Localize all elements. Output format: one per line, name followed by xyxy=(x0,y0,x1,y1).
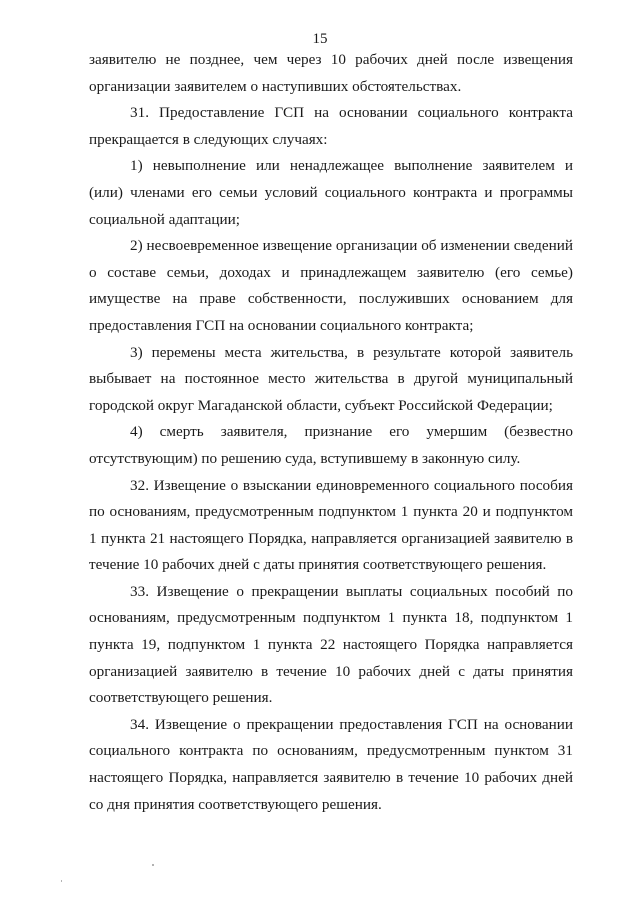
paragraph-31-item-2: 2) несвоевременное извещение организации об изменении сведений о составе семьи, доходах и принадлежащем заявителю (его семье) имуществе на праве собственности, послуживших основанием для предоставления ГСП на основании социального контракта; xyxy=(89,237,573,334)
page-number: 15 xyxy=(312,31,328,47)
paragraph-34: 34. Извещение о прекращении предоставления ГСП на основании социального контракта по основаниям, предусмотренным пунктом 31 настоящего Порядка, направляется заявителю в течение 10 рабочих дней со дня принятия соответствующего решения. xyxy=(89,715,573,813)
paragraph-33: 33. Извещение о прекращении выплаты социальных пособий по основаниям, предусмотренным подпунктом 1 пункта 18, подпунктом 1 пункта 19, подпунктом 1 пункта 22 настоящего Порядка направляется организацией заявителю в течение 10 рабочих дней с даты принятия соответствующего решения. xyxy=(89,582,573,707)
paragraph-31: 31. Предоставление ГСП на основании социального контракта прекращается в следующих случаях: xyxy=(89,104,573,148)
scan-speck xyxy=(152,864,154,866)
document-body xyxy=(89,47,573,818)
paragraph-continuation: заявителю не позднее, чем через 10 рабочих дней после извещения организации заявителем о наступивших обстоятельствах. xyxy=(89,51,573,95)
paragraph-31-item-4: 4) смерть заявителя, признание его умершим (безвестно отсутствующим) по решению суда, вступившему в законную силу. xyxy=(89,423,573,467)
paragraph-31-item-3: 3) перемены места жительства, в результате которой заявитель выбывает на постоянное место жительства в другой муниципальный городской округ Магаданской области, субъект Российской Федерации; xyxy=(89,343,573,414)
scan-speck xyxy=(61,880,62,882)
paragraph-31-item-1: 1) невыполнение или ненадлежащее выполнение заявителем и (или) членами его семьи условий социального контракта и программы социальной адаптации; xyxy=(89,157,573,228)
paragraph-32: 32. Извещение о взыскании единовременного социального пособия по основаниям, предусмотренным подпунктом 1 пункта 20 и подпунктом 1 пункта 21 настоящего Порядка, направляется организацией заявителю в течение 10 рабочих дней с даты принятия соответствующего решения. xyxy=(89,476,573,574)
